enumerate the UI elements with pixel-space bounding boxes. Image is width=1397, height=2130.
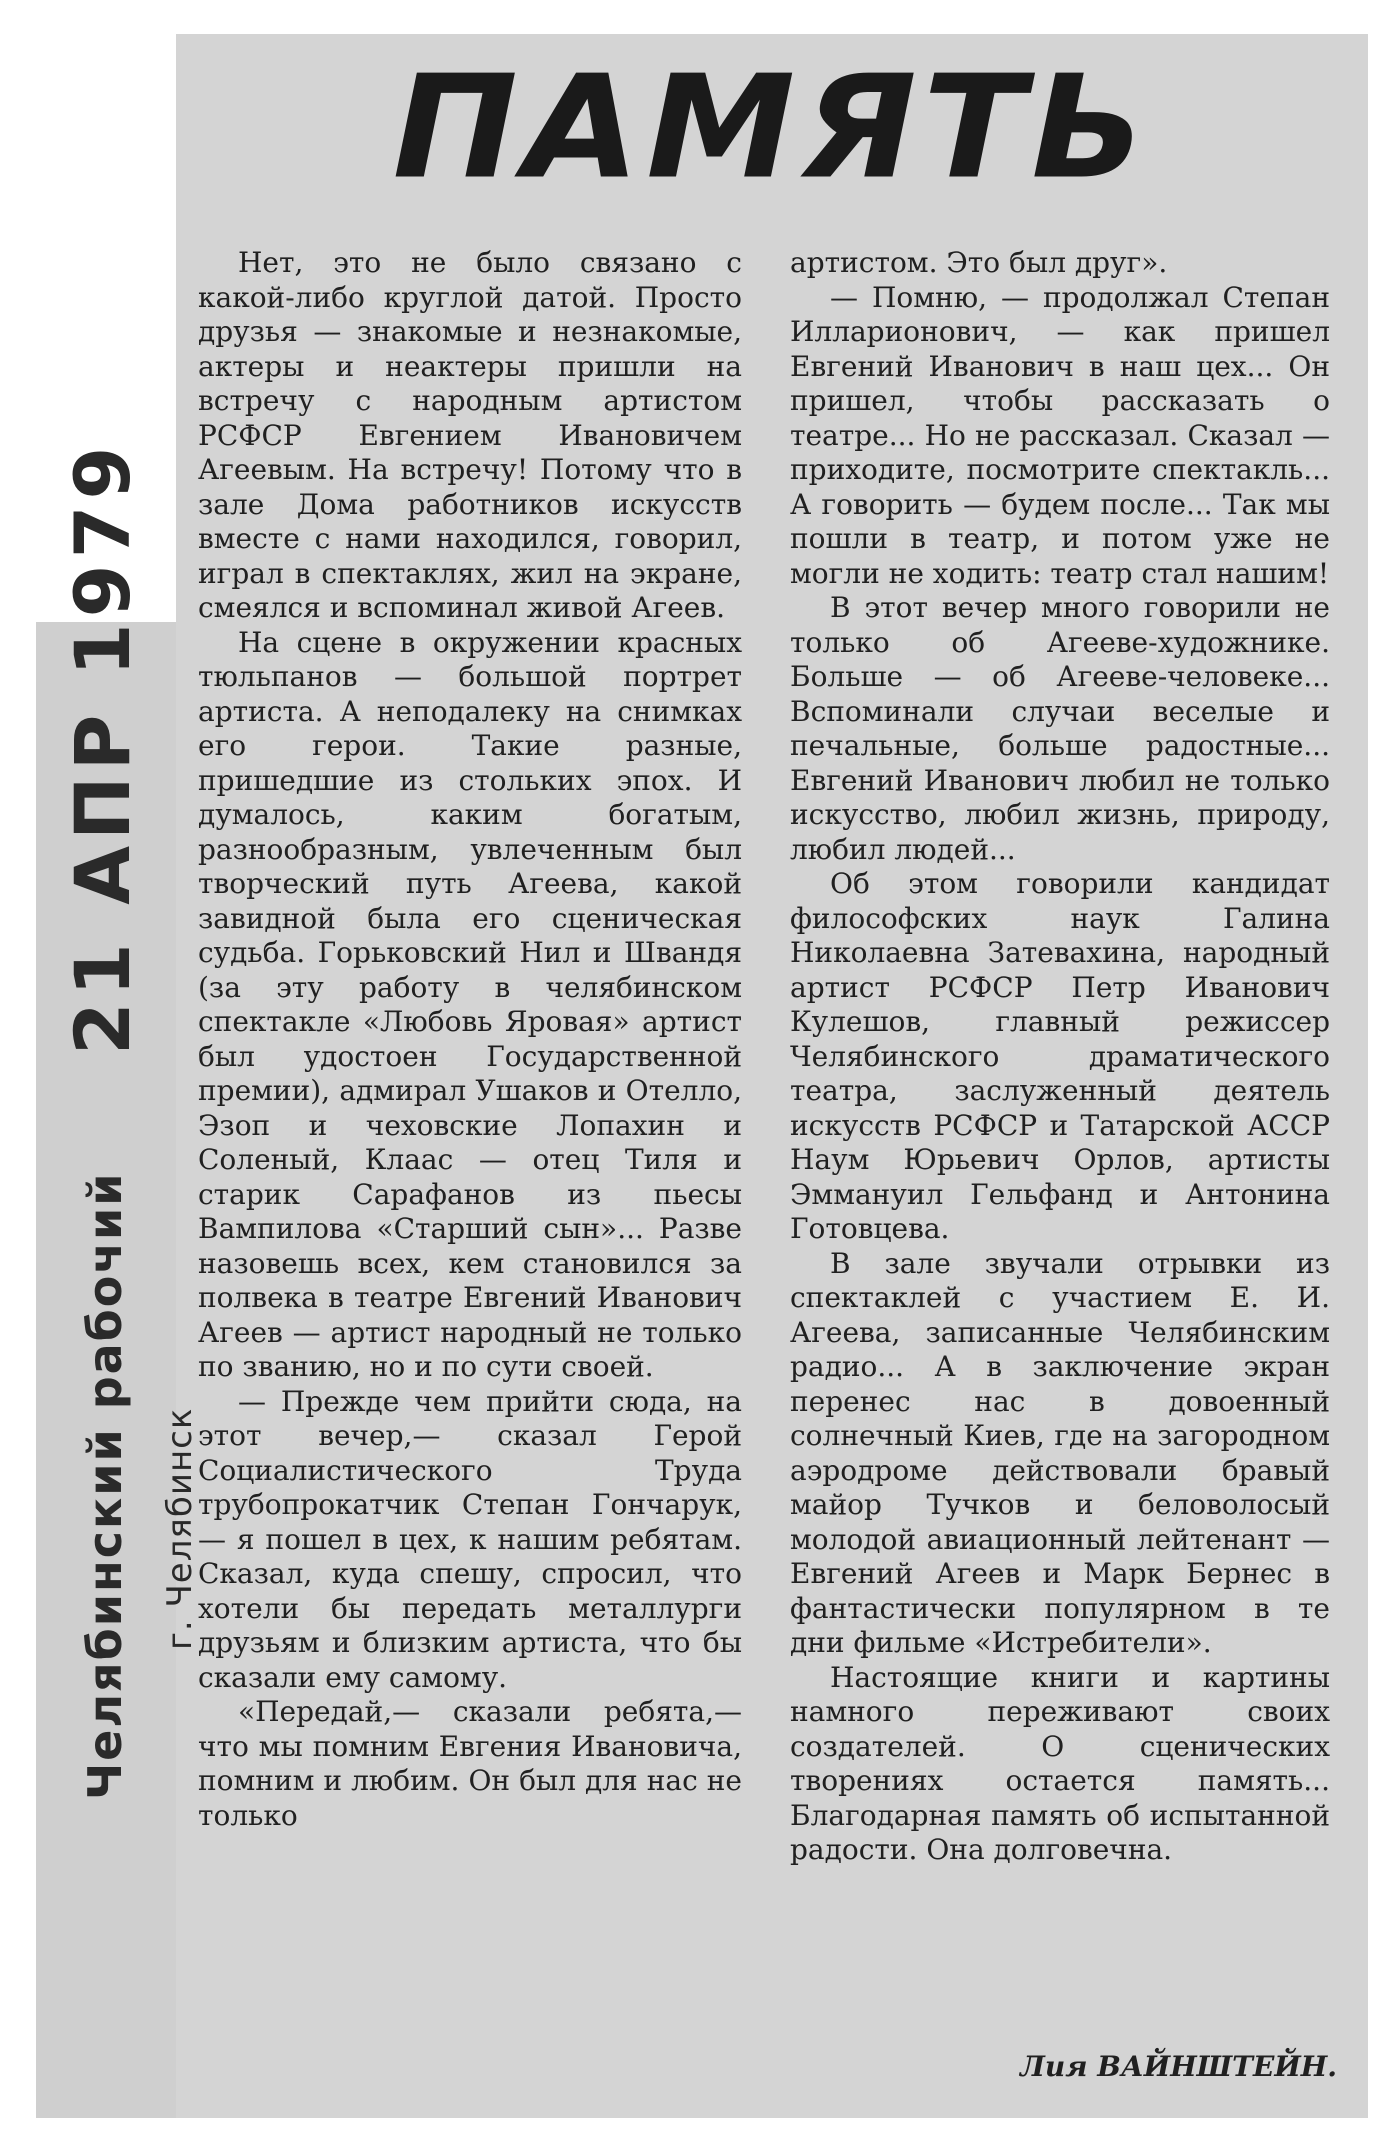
paragraph: В этот вечер много говорили не только об Агееве-художнике. Больше — об Агееве-человеке... Вспоминали случаи веселые и печальные, больше радостные... Евгений Иванович любил не только искусство, любил жизнь, природу, любил людей... [790, 591, 1330, 866]
article-column-2 [790, 246, 1330, 1868]
paragraph: Настоящие книги и картины намного переживают своих создателей. О сценических творениях остается память... Благодарная память об испытанной радости. Она долговечна. [790, 1660, 1330, 1866]
paragraph: Об этом говорили кандидат философских наук Галина Николаевна Затевахина, народный артист РСФСР Петр Иванович Кулешов, главный режиссер Челябинского драматического театра, заслуженный деятель искусств РСФСР и Татарской АССР Наум Юрьевич Орлов, артисты Эммануил Гельфанд и Антонина Готовцева. [790, 867, 1330, 1245]
paragraph: — Прежде чем прийти сюда, на этот вечер,— сказал Герой Социалистического Труда трубопрокатчик Степан Гончарук,— я пошел в цех, к нашим ребятам. Сказал, куда спешу, спросил, что хотели бы передать металлурги друзьям и близким артиста, что бы сказали ему самому. [198, 1384, 742, 1694]
article-title: ПАМЯТЬ [392, 45, 1152, 211]
paragraph: В зале звучали отрывки из спектаклей с участием Е. И. Агеева, записанные Челябинским радио... А в заключение экран перенес нас в довоенный солнечный Киев, где на загородном аэродроме действовали бравый майор Тучков и беловолосый молодой авиационный лейтенант — Евгений Агеев и Марк Бернес в фантастически популярном в те дни фильме «Истребители». [790, 1246, 1330, 1659]
date-stamp: 21 АПР 1979 [58, 440, 147, 1055]
paragraph: артистом. Это был друг». [790, 246, 1168, 279]
paragraph: «Передай,— сказали ребята,— что мы помним Евгения Ивановича, помним и любим. Он был для нас не только [198, 1695, 742, 1832]
paragraph: На сцене в окружении красных тюльпанов — большой портрет артиста. А неподалеку на снимках его герои. Такие разные, пришедшие из стольких эпох. И думалось, каким богатым, разнообразным, увлеченным был творческий путь Агеева, какой завидной была его сценическая судьба. Горьковский Нил и Швандя (за эту работу в челябинском спектакле «Любовь Яровая» артист был удостоен Государственной премии), адмирал Ушаков и Отелло, Эзоп и чеховские Лопахин и Соленый, Клаас — отец Тиля и старик Сарафанов из пьесы Вампилова «Старший сын»... Разве назовешь всех, кем становился за полвека в театре Евгений Иванович Агеев — артист народный не только по званию, но и по сути своей. [198, 625, 742, 1383]
author-signature: Лия ВАЙНШТЕЙН. [1020, 2050, 1337, 2083]
paragraph: — Помню, — продолжал Степан Илларионович, — как пришел Евгений Иванович в наш цех... Он пришел, чтобы рассказать о театре... Но не рассказал. Сказал — приходите, посмотрите спектакль... А говорить — будем после... Так мы пошли в театр, и потом уже не могли не ходить: театр стал нашим! [790, 280, 1330, 590]
newspaper-name-stamp: Челябинский рабочий [78, 1171, 132, 1800]
article-column-1 [198, 246, 742, 1833]
city-stamp: г. Челябинск [160, 1407, 200, 1650]
paragraph: Нет, это не было связано с какой-либо круглой датой. Просто друзья — знакомые и незнакомые, актеры и неактеры пришли на встречу с народным артистом РСФСР Евгением Ивановичем Агеевым. На встречу! Потому что в зале Дома работников искусств вместе с нами находился, говорил, играл в спектаклях, жил на экране, смеялся и вспоминал живой Агеев. [198, 246, 742, 624]
